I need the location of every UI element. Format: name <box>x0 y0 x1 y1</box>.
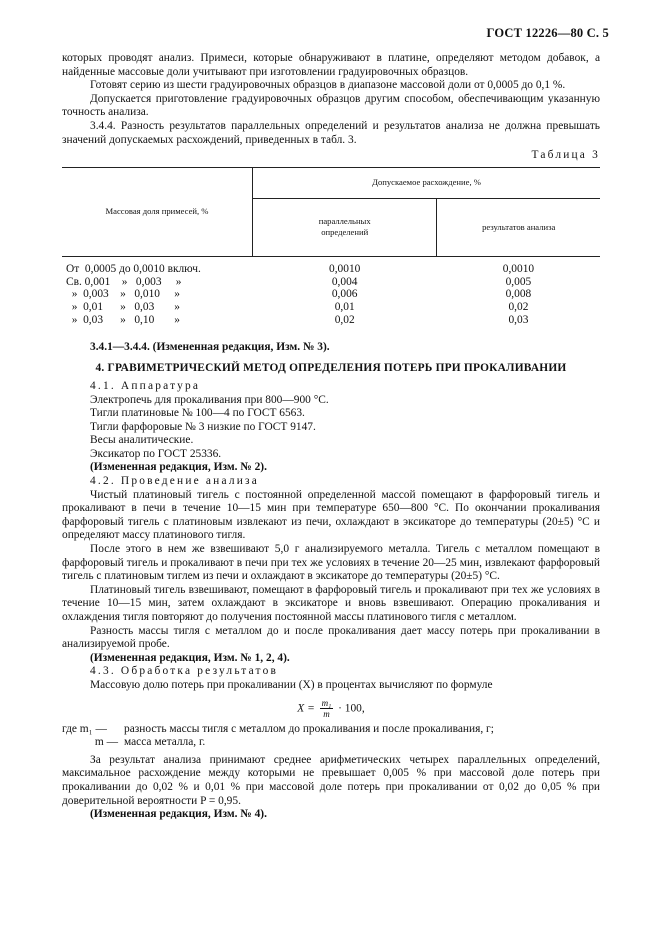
table-value: 0,02 <box>334 313 355 326</box>
definition-symbol: где m₁ — <box>62 722 107 735</box>
table-value: 0,006 <box>331 288 358 301</box>
table-row: » 0,03 » 0,10 » <box>66 313 180 326</box>
formula-denominator: m <box>323 708 330 719</box>
amendment-note-4: (Измененная редакция, Изм. № 4). <box>90 808 267 821</box>
definition-symbol: m — <box>94 736 118 749</box>
definition-text: разность массы тигля с металлом до прокаливания и после прокаливания, г; <box>124 722 494 735</box>
paragraph-procedure-4: Разность массы тигля с металлом до и после прокаливания дает массу потерь при прокаливании в анализируемой пробе. <box>62 624 600 651</box>
equipment-item: Тигли платиновые № 100—4 по ГОСТ 6563. <box>90 407 305 420</box>
table-value: 0,03 <box>508 313 529 326</box>
amendment-note-3: 3.4.1—3.4.4. (Измененная редакция, Изм. № 3). <box>90 340 330 353</box>
paragraph-procedure-1: Чистый платиновый тигель с постоянной определенной массой помещают в фарфоровый тигель и прокаливают в печи в течение 10—15 мин при температуре 650—800 °С. По окончании прокаливания фарфоровый тигель с платиновым извлекают из печи, охлаждают в эксикаторе до температуры (20±5) °С и определяют массу платинового тигля. <box>62 488 600 542</box>
equipment-item: Электропечь для прокаливания при 800—900 °С. <box>90 393 329 406</box>
formula-fraction <box>320 699 334 719</box>
equipment-item: Весы аналитические. <box>90 434 194 447</box>
subsection-4-3-title: 4.3. Обработка результатов <box>90 665 279 678</box>
table-header-result-label: результатов анализа <box>482 221 556 232</box>
table-header-tolerance: Допускаемое расхождение, % <box>253 167 601 198</box>
definition-row <box>62 736 600 750</box>
table-header-mass-fraction: Массовая доля примесей, % <box>62 167 253 256</box>
paragraph-procedure-2: После этого в нем же взвешивают 5,0 г анализируемого металла. Тигель с металлом помещают в фарфоровый тигель и прокаливают в печи при тех же условиях в течение 20—25 мин, извлекают фарфоровый тигель с платиновым тиглем из печи и охлаждают в эксикаторе до температуры (20±5) °С. <box>62 543 600 583</box>
paragraph-alternative: Допускается приготовление градуировочных образцов другим способом, обеспечивающим указанную точность анализа. <box>62 92 600 119</box>
table-value: 0,02 <box>508 301 529 314</box>
paragraph-3-4-4: 3.4.4. Разность результатов параллельных определений и результатов анализа не должна превышать значений допускаемых расхождений, приведенных в табл. 3. <box>62 119 600 146</box>
table-cell-range <box>62 256 253 326</box>
table-header-parallel <box>253 199 437 257</box>
formula <box>62 699 600 719</box>
formula-rhs: · 100, <box>338 702 365 715</box>
formula-lhs: X = <box>297 702 315 715</box>
subsection-4-1-title: 4.1. Аппаратура <box>90 379 201 392</box>
paragraph-series: Готовят серию из шести градуировочных образцов в диапазоне массовой доли от 0,0005 до 0,1 %. <box>90 79 566 92</box>
table-row: » 0,01 » 0,03 » <box>66 301 180 314</box>
table-value: 0,004 <box>331 275 358 288</box>
table-value: 0,0010 <box>329 262 361 275</box>
paragraph-result-rule: За результат анализа принимают среднее арифметических четырех параллельных определений, максимальное расхождение между которыми не превышает 0,005 % при массовой доле потерь при прокаливании до 0,02 % и 0,01 % при массовой доле потерь при прокаливании от 0,02 до 0,05 % при доверительной вероятности P = 0,95. <box>62 753 600 807</box>
table-value: 0,0010 <box>502 262 535 275</box>
amendment-note-2: (Измененная редакция, Изм. № 2). <box>90 461 267 474</box>
formula-definitions <box>62 723 600 750</box>
table-header-parallel-label: параллельных определений <box>318 216 371 238</box>
table-caption: Таблица 3 <box>531 149 600 162</box>
document-body <box>62 52 600 822</box>
equipment-item: Эксикатор по ГОСТ 25336. <box>90 447 222 460</box>
definition-text: масса металла, г. <box>124 736 206 749</box>
table-value: 0,01 <box>334 301 355 314</box>
table-3 <box>62 167 600 327</box>
table-cell-result <box>437 256 600 326</box>
table-row: Св. 0,001 » 0,003 » <box>66 275 182 288</box>
table-header-result <box>437 199 600 257</box>
table-value: 0,008 <box>505 288 532 301</box>
paragraph-continuation: которых проводят анализ. Примеси, которые обнаруживают в платине, определяют методом добавок, а найденные массовые доли учитывают при изготовлении градуировочных образцов. <box>62 52 600 78</box>
table-cell-parallel <box>253 256 437 326</box>
subsection-4-2-title: 4.2. Проведение анализа <box>90 475 259 488</box>
section-4-title: 4. ГРАВИМЕТРИЧЕСКИЙ МЕТОД ОПРЕДЕЛЕНИЯ ПОТЕРЬ ПРИ ПРОКАЛИВАНИИ <box>95 362 567 375</box>
formula-numerator: m₁ <box>321 697 332 708</box>
page-header: ГОСТ 12226—80 С. 5 <box>486 26 609 40</box>
table-row: » 0,003 » 0,010 » <box>66 288 180 301</box>
paragraph-formula-intro: Массовую долю потерь при прокаливании (X) в процентах вычисляют по формуле <box>90 678 493 691</box>
table-row: От 0,0005 до 0,0010 включ. <box>66 262 201 275</box>
definition-row <box>62 723 600 737</box>
table-value: 0,005 <box>505 275 532 288</box>
equipment-item: Тигли фарфоровые № 3 низкие по ГОСТ 9147. <box>90 420 316 433</box>
paragraph-procedure-3: Платиновый тигель взвешивают, помещают в фарфоровый тигель и прокаливают при тех же условиях в течение 10—15 мин, затем охлаждают в эксикаторе и вновь взвешивают. Операцию прокаливания и охлаждения тигля повторяют до получения постоянной массы платинового тигля с металлом. <box>62 583 600 624</box>
amendment-note-1-2-4: (Измененная редакция, Изм. № 1, 2, 4). <box>90 651 290 664</box>
